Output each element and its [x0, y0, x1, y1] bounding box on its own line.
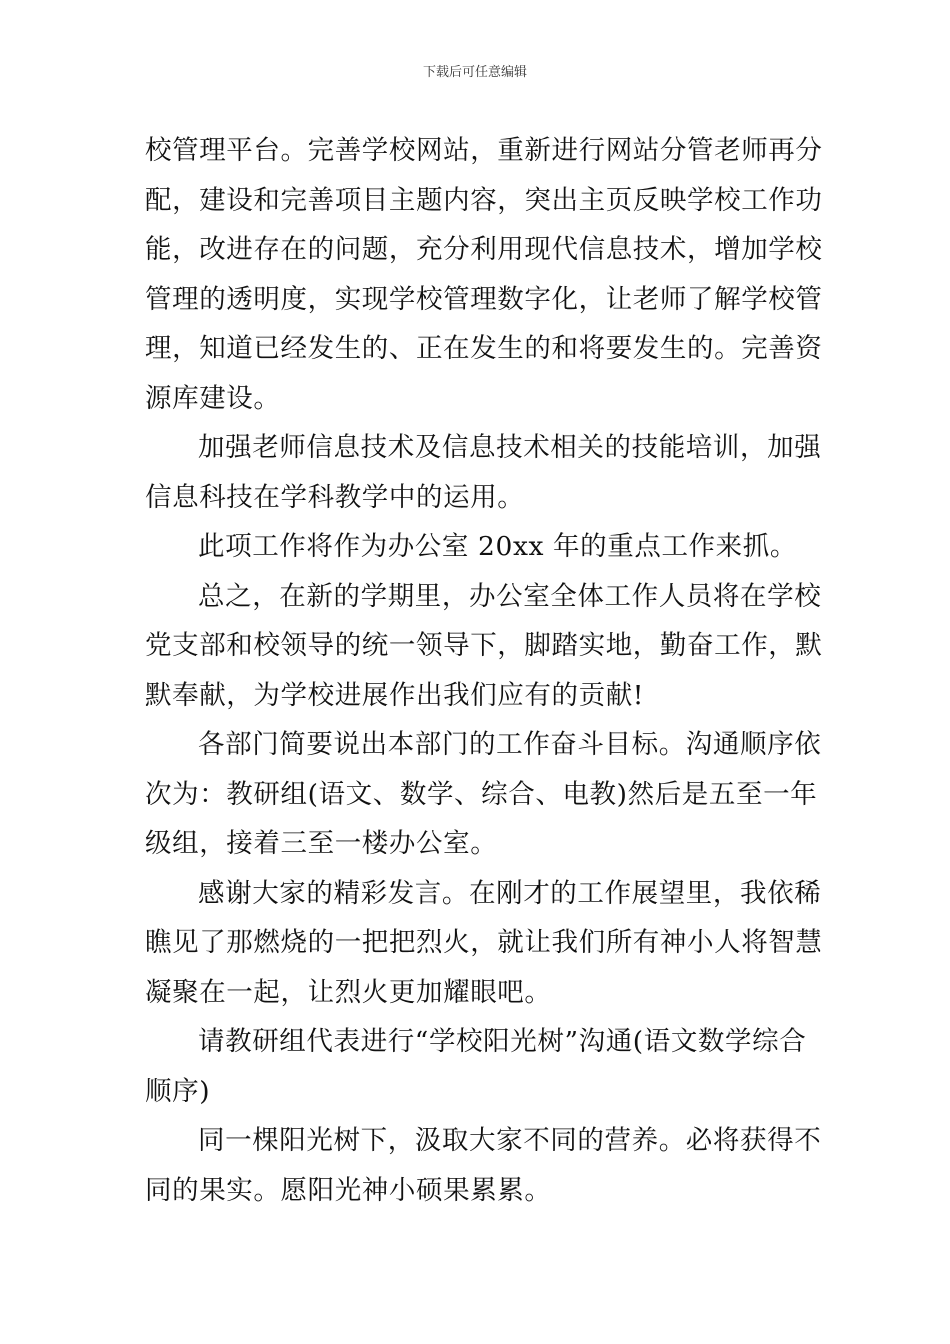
text-line: 感谢大家的精彩发言。在刚才的工作展望里，我依稀: [198, 877, 822, 909]
paragraph-teacher-training: [145, 423, 822, 522]
paragraph-thanks: [145, 869, 823, 1018]
text-line: 理，知道已经发生的、正在发生的和将要发生的。完善资: [145, 333, 823, 364]
paragraph-sunshine-tree-closing: [145, 1116, 822, 1215]
text-line: 顺序): [145, 1075, 211, 1107]
text-line: 信息科技在学科教学中的运用。: [145, 481, 525, 513]
text-line: 此项工作将作为办公室 20xx 年的重点工作来抓。: [198, 531, 797, 562]
paragraph-website-platform: [145, 126, 823, 423]
text-line: 管理的透明度，实现学校管理数字化，让老师了解学校管: [145, 283, 823, 315]
text-line: 各部门简要说出本部门的工作奋斗目标。沟通顺序依: [198, 729, 822, 760]
text-line: 总之，在新的学期里，办公室全体工作人员将在学校: [198, 580, 822, 612]
text-line: 能，改进存在的问题，充分利用现代信息技术，增加学校: [145, 234, 823, 265]
text-line: 次为：教研组(语文、数学、综合、电教)然后是五至一年: [145, 778, 818, 810]
text-line: 同的果实。愿阳光神小硕果累累。: [145, 1174, 552, 1206]
text-line: 同一棵阳光树下，汲取大家不同的营养。必将获得不: [198, 1125, 822, 1156]
paragraph-key-work: [145, 522, 810, 572]
text-line: 党支部和校领导的统一领导下，脚踏实地，勤奋工作，默: [145, 630, 823, 661]
text-line: 源库建设。: [145, 382, 281, 414]
text-line: 配，建设和完善项目主题内容，突出主页反映学校工作功: [145, 184, 823, 216]
text-line: 级组，接着三至一楼办公室。: [145, 828, 498, 859]
text-line: 加强老师信息技术及信息技术相关的技能培训，加强: [198, 432, 822, 463]
paragraph-summary: [145, 572, 823, 721]
text-line: 校管理平台。完善学校网站，重新进行网站分管老师再分: [145, 135, 823, 166]
page-header-note: 下载后可任意编辑: [422, 65, 527, 80]
document-body: [145, 126, 823, 1215]
text-line: 请教研组代表进行“学校阳光树”沟通(语文数学综合: [198, 1026, 807, 1057]
text-line: 瞧见了那燃烧的一把把烈火，就让我们所有神小人将智慧: [145, 927, 823, 958]
text-line: 默奉献，为学校进展作出我们应有的贡献!: [145, 679, 645, 711]
text-line: 凝聚在一起，让烈火更加耀眼吧。: [145, 976, 552, 1008]
paragraph-sunshine-tree-request: [145, 1017, 810, 1116]
paragraph-department-goals: [145, 720, 822, 869]
